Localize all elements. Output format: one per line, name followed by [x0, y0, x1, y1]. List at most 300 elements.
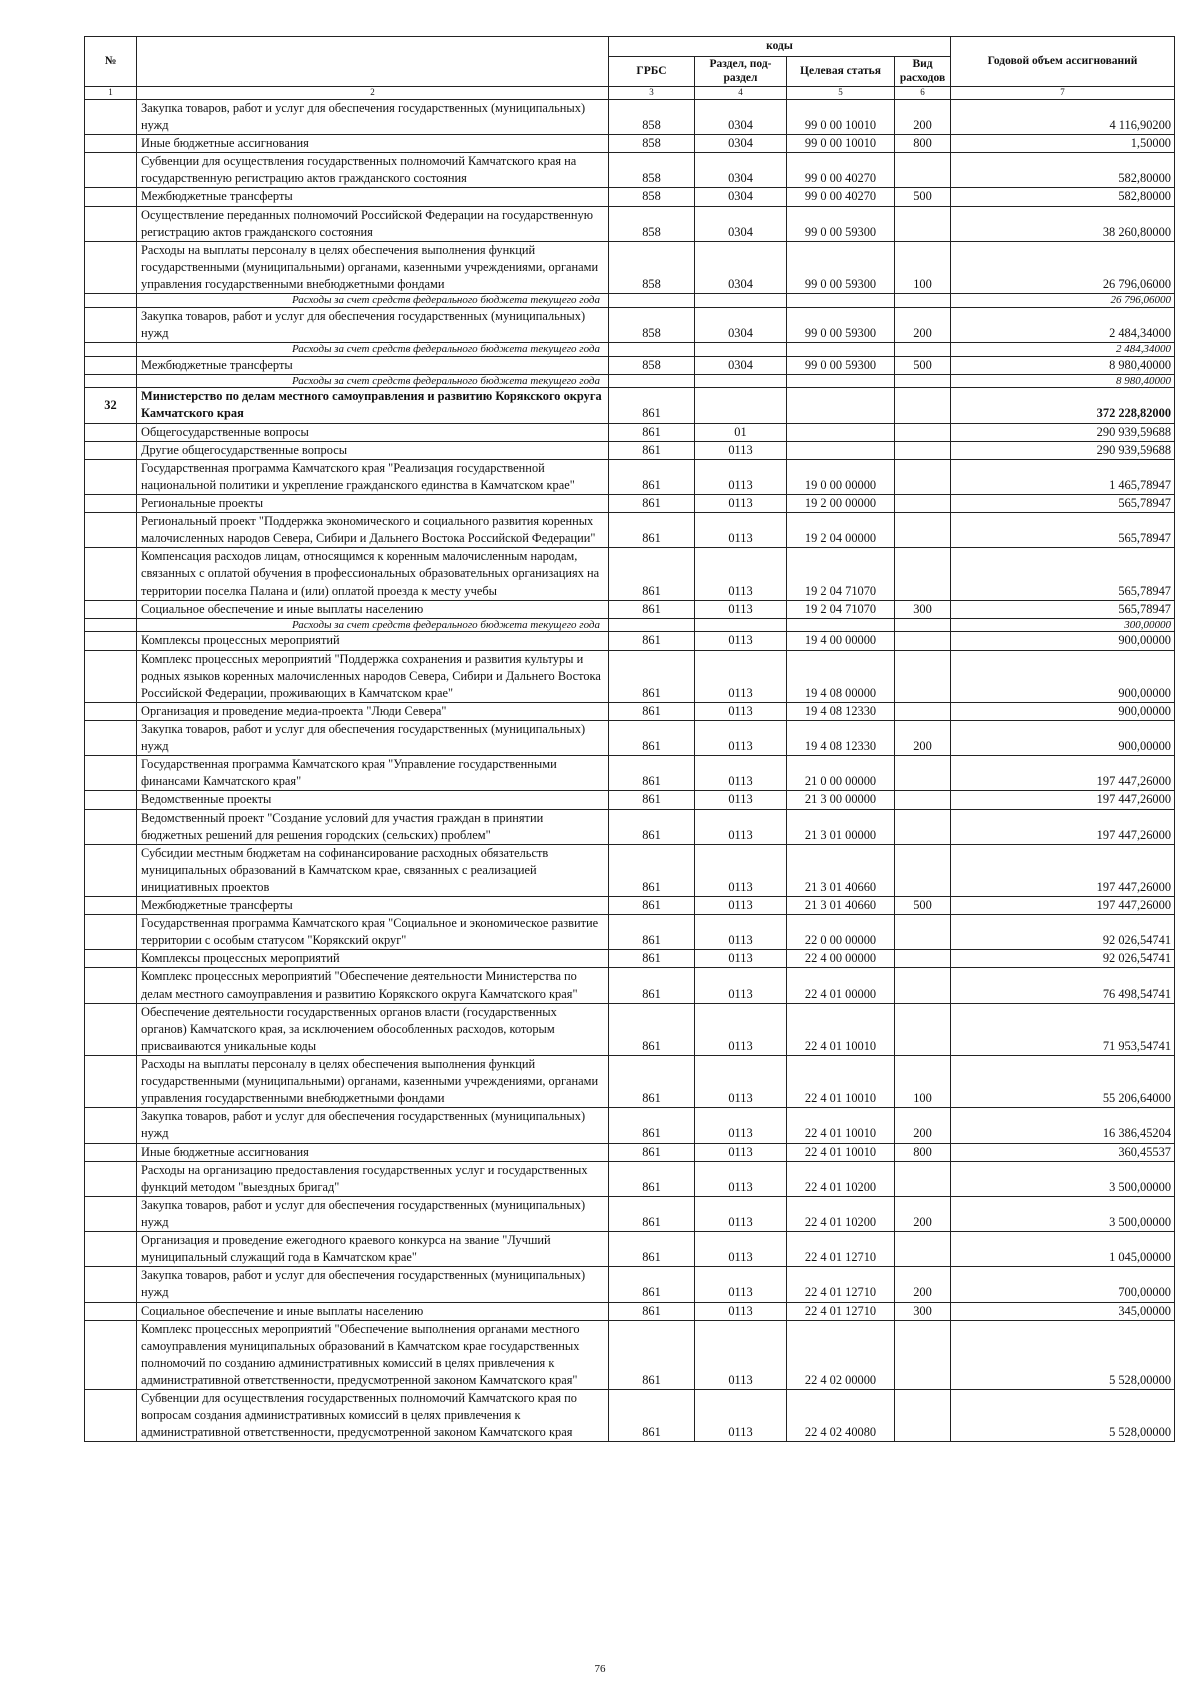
row-amount: 16 386,45204: [951, 1108, 1175, 1143]
row-number: [85, 294, 137, 308]
row-number: [85, 423, 137, 441]
table-row: [85, 1161, 1175, 1196]
federal-share-row: [85, 294, 1175, 308]
row-target-code: 19 2 04 00000: [787, 513, 895, 548]
row-amount: 5 528,00000: [951, 1390, 1175, 1442]
col-number: 7: [951, 87, 1175, 100]
row-name: Иные бюджетные ассигнования: [137, 135, 609, 153]
row-name: Государственная программа Камчатского края "Управление государственными финансами Камчатского края": [137, 756, 609, 791]
row-amount: 197 447,26000: [951, 809, 1175, 844]
row-target-code: 19 4 08 12330: [787, 720, 895, 755]
row-target-code: 22 4 01 10010: [787, 1056, 895, 1108]
row-expense-type: 100: [895, 1056, 951, 1108]
col-number: 5: [787, 87, 895, 100]
row-amount: 360,45537: [951, 1143, 1175, 1161]
header-annual: Годовой объем ассигнований: [951, 37, 1175, 87]
row-number: [85, 702, 137, 720]
col-number: 3: [609, 87, 695, 100]
row-expense-type: 200: [895, 1267, 951, 1302]
row-expense-type: [895, 206, 951, 241]
row-target-code: [787, 423, 895, 441]
row-name: Региональный проект "Поддержка экономического и социального развития коренных малочисленных народов Севера, Сибири и Дальнего Востока Российской Федерации": [137, 513, 609, 548]
table-row: [85, 600, 1175, 618]
row-section-code: 0113: [695, 1003, 787, 1055]
col-number: 4: [695, 87, 787, 100]
row-name: Общегосударственные вопросы: [137, 423, 609, 441]
row-name: Расходы за счет средств федерального бюджета текущего года: [137, 618, 609, 632]
row-name: Субвенции для осуществления государственных полномочий Камчатского края на государственную регистрацию актов гражданского состояния: [137, 153, 609, 188]
row-amount: 71 953,54741: [951, 1003, 1175, 1055]
row-expense-type: [895, 513, 951, 548]
row-expense-type: [895, 950, 951, 968]
row-section-code: 0304: [695, 356, 787, 374]
row-section-code: 0113: [695, 1196, 787, 1231]
row-grbs-code: 861: [609, 809, 695, 844]
row-number: [85, 1143, 137, 1161]
row-section-code: 01: [695, 423, 787, 441]
row-number: [85, 1056, 137, 1108]
row-grbs-code: 861: [609, 897, 695, 915]
row-number: [85, 809, 137, 844]
table-body: [85, 99, 1175, 1442]
row-target-code: 99 0 00 40270: [787, 153, 895, 188]
row-expense-type: [895, 915, 951, 950]
row-expense-type: 500: [895, 188, 951, 206]
row-amount: 345,00000: [951, 1302, 1175, 1320]
row-amount: 1 465,78947: [951, 459, 1175, 494]
row-name: Межбюджетные трансферты: [137, 356, 609, 374]
row-grbs-code: 861: [609, 950, 695, 968]
row-grbs-code: [609, 374, 695, 388]
row-amount: 900,00000: [951, 720, 1175, 755]
table-row: [85, 650, 1175, 702]
row-number: [85, 1320, 137, 1389]
table-row: [85, 495, 1175, 513]
row-number: [85, 720, 137, 755]
table-row: [85, 897, 1175, 915]
row-expense-type: [895, 791, 951, 809]
row-name: Межбюджетные трансферты: [137, 188, 609, 206]
row-expense-type: [895, 495, 951, 513]
row-grbs-code: 858: [609, 307, 695, 342]
row-section-code: [695, 618, 787, 632]
row-target-code: 21 0 00 00000: [787, 756, 895, 791]
row-amount: 8 980,40000: [951, 374, 1175, 388]
row-grbs-code: 861: [609, 756, 695, 791]
row-section-code: 0113: [695, 720, 787, 755]
row-amount: 26 796,06000: [951, 294, 1175, 308]
row-name: Закупка товаров, работ и услуг для обеспечения государственных (муниципальных) нужд: [137, 1267, 609, 1302]
row-section-code: [695, 342, 787, 356]
row-amount: 2 484,34000: [951, 307, 1175, 342]
row-target-code: 22 4 01 10010: [787, 1003, 895, 1055]
row-number: [85, 206, 137, 241]
row-grbs-code: 861: [609, 968, 695, 1003]
row-amount: 900,00000: [951, 632, 1175, 650]
row-section-code: 0113: [695, 600, 787, 618]
row-section-code: 0113: [695, 650, 787, 702]
budget-table: [84, 36, 1175, 1442]
row-target-code: 19 0 00 00000: [787, 459, 895, 494]
row-number: [85, 1267, 137, 1302]
row-section-code: 0304: [695, 153, 787, 188]
table-row: [85, 307, 1175, 342]
row-grbs-code: [609, 342, 695, 356]
row-name: Расходы за счет средств федерального бюджета текущего года: [137, 342, 609, 356]
row-section-code: 0113: [695, 897, 787, 915]
federal-share-row: [85, 374, 1175, 388]
row-grbs-code: 861: [609, 1267, 695, 1302]
row-name: Министерство по делам местного самоуправления и развитию Корякского округа Камчатского края: [137, 388, 609, 423]
row-grbs-code: 861: [609, 1108, 695, 1143]
row-name: Организация и проведение ежегодного краевого конкурса на звание "Лучший муниципальный служащий года в Камчатском крае": [137, 1232, 609, 1267]
row-number: 32: [85, 388, 137, 423]
row-amount: 197 447,26000: [951, 791, 1175, 809]
header-section: Раздел, под-раздел: [695, 57, 787, 87]
table-row: [85, 1232, 1175, 1267]
row-expense-type: [895, 294, 951, 308]
row-grbs-code: 861: [609, 1302, 695, 1320]
budget-table-sheet: [84, 36, 1174, 1442]
row-target-code: [787, 618, 895, 632]
row-section-code: 0113: [695, 702, 787, 720]
table-row: [85, 459, 1175, 494]
row-number: [85, 791, 137, 809]
row-grbs-code: [609, 618, 695, 632]
row-grbs-code: 858: [609, 188, 695, 206]
row-number: [85, 135, 137, 153]
row-amount: 3 500,00000: [951, 1196, 1175, 1231]
row-expense-type: 200: [895, 307, 951, 342]
row-grbs-code: 858: [609, 356, 695, 374]
row-name: Закупка товаров, работ и услуг для обеспечения государственных (муниципальных) нужд: [137, 1196, 609, 1231]
row-grbs-code: 861: [609, 1161, 695, 1196]
row-name: Комплексы процессных мероприятий: [137, 950, 609, 968]
row-amount: 582,80000: [951, 188, 1175, 206]
row-name: Социальное обеспечение и иные выплаты населению: [137, 1302, 609, 1320]
row-target-code: 22 4 01 10200: [787, 1161, 895, 1196]
row-number: [85, 153, 137, 188]
row-grbs-code: 861: [609, 600, 695, 618]
row-number: [85, 618, 137, 632]
row-expense-type: 200: [895, 720, 951, 755]
row-name: Расходы на выплаты персоналу в целях обеспечения выполнения функций государственными (муниципальными) органами, казенными учреждениями, органами управления государственными внебюджетными фондами: [137, 1056, 609, 1108]
col-number: 2: [137, 87, 609, 100]
row-number: [85, 99, 137, 134]
row-target-code: 22 4 01 10010: [787, 1108, 895, 1143]
row-grbs-code: 861: [609, 720, 695, 755]
row-number: [85, 374, 137, 388]
table-row: [85, 632, 1175, 650]
row-amount: 38 260,80000: [951, 206, 1175, 241]
row-section-code: 0304: [695, 206, 787, 241]
row-expense-type: 200: [895, 1196, 951, 1231]
row-amount: 1,50000: [951, 135, 1175, 153]
row-expense-type: 200: [895, 99, 951, 134]
row-target-code: 22 4 01 12710: [787, 1267, 895, 1302]
row-number: [85, 950, 137, 968]
row-section-code: 0113: [695, 1056, 787, 1108]
row-name: Государственная программа Камчатского края "Реализация государственной национальной политики и укрепление гражданского единства в Камчатском крае": [137, 459, 609, 494]
row-expense-type: [895, 548, 951, 600]
table-row: [85, 809, 1175, 844]
row-number: [85, 356, 137, 374]
row-amount: 565,78947: [951, 495, 1175, 513]
row-name: Расходы на выплаты персоналу в целях обеспечения выполнения функций государственными (муниципальными) органами, казенными учреждениями, органами управления государственными внебюджетными фондами: [137, 241, 609, 293]
row-amount: 900,00000: [951, 650, 1175, 702]
row-name: Региональные проекты: [137, 495, 609, 513]
row-number: [85, 441, 137, 459]
row-grbs-code: 861: [609, 1390, 695, 1442]
row-amount: 565,78947: [951, 513, 1175, 548]
row-amount: 76 498,54741: [951, 968, 1175, 1003]
row-name: Расходы за счет средств федерального бюджета текущего года: [137, 374, 609, 388]
table-row: [85, 915, 1175, 950]
row-amount: 92 026,54741: [951, 915, 1175, 950]
row-section-code: [695, 388, 787, 423]
row-target-code: [787, 294, 895, 308]
row-target-code: 21 3 01 40660: [787, 897, 895, 915]
row-section-code: 0113: [695, 632, 787, 650]
table-row: [85, 1108, 1175, 1143]
row-section-code: 0113: [695, 1302, 787, 1320]
row-expense-type: [895, 374, 951, 388]
row-target-code: 22 0 00 00000: [787, 915, 895, 950]
row-name: Обеспечение деятельности государственных органов власти (государственных органов) Камчатского края, за исключением обособленных расходов, которым присваиваются уникальные коды: [137, 1003, 609, 1055]
table-row: [85, 99, 1175, 134]
row-target-code: 19 2 00 00000: [787, 495, 895, 513]
row-name: Иные бюджетные ассигнования: [137, 1143, 609, 1161]
row-grbs-code: 861: [609, 1232, 695, 1267]
row-expense-type: [895, 702, 951, 720]
row-target-code: 99 0 00 59300: [787, 307, 895, 342]
row-grbs-code: 861: [609, 513, 695, 548]
table-row: [85, 968, 1175, 1003]
table-row: [85, 135, 1175, 153]
row-target-code: 99 0 00 10010: [787, 99, 895, 134]
row-grbs-code: 858: [609, 241, 695, 293]
row-target-code: 22 4 01 10200: [787, 1196, 895, 1231]
row-name: Закупка товаров, работ и услуг для обеспечения государственных (муниципальных) нужд: [137, 720, 609, 755]
row-expense-type: 500: [895, 897, 951, 915]
row-name: Осуществление переданных полномочий Российской Федерации на государственную регистрацию актов гражданского состояния: [137, 206, 609, 241]
table-row: [85, 702, 1175, 720]
row-expense-type: [895, 342, 951, 356]
row-number: [85, 307, 137, 342]
row-number: [85, 897, 137, 915]
row-grbs-code: 858: [609, 99, 695, 134]
row-name: Комплекс процессных мероприятий "Обеспечение выполнения органами местного самоуправления муниципальных образований в Камчатском крае государственных полномочий по созданию административных комиссий в целях привлечения к административной ответственности, предусмотренной законом Камчатского края": [137, 1320, 609, 1389]
row-grbs-code: 861: [609, 459, 695, 494]
row-amount: 26 796,06000: [951, 241, 1175, 293]
row-target-code: 22 4 01 12710: [787, 1302, 895, 1320]
row-number: [85, 459, 137, 494]
row-grbs-code: 861: [609, 791, 695, 809]
row-amount: 290 939,59688: [951, 423, 1175, 441]
table-row: [85, 423, 1175, 441]
row-number: [85, 241, 137, 293]
row-number: [85, 632, 137, 650]
header-codes: коды: [609, 37, 951, 57]
row-target-code: 21 3 00 00000: [787, 791, 895, 809]
row-target-code: 99 0 00 59300: [787, 206, 895, 241]
row-name: Ведомственные проекты: [137, 791, 609, 809]
row-name: Комплекс процессных мероприятий "Обеспечение деятельности Министерства по делам местного самоуправления и развитию Корякского округа Камчатского края": [137, 968, 609, 1003]
row-section-code: 0304: [695, 307, 787, 342]
row-grbs-code: 858: [609, 135, 695, 153]
row-target-code: 22 4 02 40080: [787, 1390, 895, 1442]
row-amount: 8 980,40000: [951, 356, 1175, 374]
row-expense-type: 800: [895, 135, 951, 153]
row-amount: 565,78947: [951, 548, 1175, 600]
row-section-code: 0304: [695, 188, 787, 206]
row-number: [85, 1232, 137, 1267]
table-row: [85, 206, 1175, 241]
row-amount: 290 939,59688: [951, 441, 1175, 459]
table-row: [85, 844, 1175, 896]
row-target-code: 19 4 08 00000: [787, 650, 895, 702]
page-number: 76: [594, 1663, 606, 1675]
row-expense-type: 300: [895, 600, 951, 618]
federal-share-row: [85, 342, 1175, 356]
row-name: Субвенции для осуществления государственных полномочий Камчатского края по вопросам создания административных комиссий в целях привлечения к административной ответственности, предусмотренной законом Камчатского края: [137, 1390, 609, 1442]
row-section-code: 0113: [695, 1267, 787, 1302]
row-target-code: 99 0 00 10010: [787, 135, 895, 153]
row-number: [85, 915, 137, 950]
row-expense-type: [895, 1161, 951, 1196]
row-name: Организация и проведение медиа-проекта "Люди Севера": [137, 702, 609, 720]
row-expense-type: [895, 1390, 951, 1442]
table-row: [85, 153, 1175, 188]
row-number: [85, 968, 137, 1003]
table-row: [85, 1320, 1175, 1389]
row-grbs-code: 861: [609, 548, 695, 600]
row-amount: 92 026,54741: [951, 950, 1175, 968]
row-section-code: 0304: [695, 99, 787, 134]
row-name: Расходы на организацию предоставления государственных услуг и государственных функций методом "выездных бригад": [137, 1161, 609, 1196]
table-row: [85, 388, 1175, 423]
row-expense-type: 300: [895, 1302, 951, 1320]
row-target-code: 22 4 02 00000: [787, 1320, 895, 1389]
row-amount: 3 500,00000: [951, 1161, 1175, 1196]
row-section-code: 0113: [695, 1232, 787, 1267]
table-row: [85, 548, 1175, 600]
row-name: Субсидии местным бюджетам на софинансирование расходных обязательств муниципальных образований в Камчатском крае, связанных с реализацией инициативных проектов: [137, 844, 609, 896]
row-expense-type: [895, 1320, 951, 1389]
row-name: Межбюджетные трансферты: [137, 897, 609, 915]
row-expense-type: [895, 968, 951, 1003]
header-grbs: ГРБС: [609, 57, 695, 87]
row-number: [85, 1390, 137, 1442]
row-target-code: 19 2 04 71070: [787, 548, 895, 600]
row-target-code: 22 4 01 12710: [787, 1232, 895, 1267]
row-amount: 197 447,26000: [951, 756, 1175, 791]
row-name: Компенсация расходов лицам, относящимся к коренным малочисленным народам, связанных с оплатой обучения в профессиональных образовательных организациях на территории поселка Палана и (или) оплатой проезда к месту учебы: [137, 548, 609, 600]
row-section-code: 0113: [695, 756, 787, 791]
row-target-code: 99 0 00 40270: [787, 188, 895, 206]
row-target-code: 22 4 01 00000: [787, 968, 895, 1003]
row-name: Закупка товаров, работ и услуг для обеспечения государственных (муниципальных) нужд: [137, 307, 609, 342]
row-name: Государственная программа Камчатского края "Социальное и экономическое развитие территории с особым статусом "Корякский округ": [137, 915, 609, 950]
row-section-code: 0113: [695, 441, 787, 459]
row-number: [85, 495, 137, 513]
row-target-code: 19 4 08 12330: [787, 702, 895, 720]
row-number: [85, 188, 137, 206]
row-grbs-code: 858: [609, 153, 695, 188]
row-section-code: 0113: [695, 1161, 787, 1196]
row-section-code: 0304: [695, 135, 787, 153]
header-vid: Вид расходов: [895, 57, 951, 87]
row-section-code: 0113: [695, 950, 787, 968]
row-number: [85, 600, 137, 618]
table-row: [85, 356, 1175, 374]
row-number: [85, 756, 137, 791]
row-grbs-code: 861: [609, 441, 695, 459]
row-amount: 900,00000: [951, 702, 1175, 720]
row-amount: 582,80000: [951, 153, 1175, 188]
row-section-code: 0113: [695, 968, 787, 1003]
row-grbs-code: 861: [609, 844, 695, 896]
table-row: [85, 1196, 1175, 1231]
row-section-code: 0304: [695, 241, 787, 293]
row-expense-type: 800: [895, 1143, 951, 1161]
row-number: [85, 342, 137, 356]
row-amount: 5 528,00000: [951, 1320, 1175, 1389]
row-grbs-code: 861: [609, 632, 695, 650]
row-expense-type: [895, 441, 951, 459]
row-grbs-code: 858: [609, 206, 695, 241]
row-grbs-code: 861: [609, 423, 695, 441]
row-grbs-code: 861: [609, 1320, 695, 1389]
table-row: [85, 791, 1175, 809]
row-expense-type: [895, 459, 951, 494]
row-number: [85, 1161, 137, 1196]
column-numbers-row: [85, 87, 1175, 100]
table-row: [85, 513, 1175, 548]
row-number: [85, 650, 137, 702]
row-name: Комплекс процессных мероприятий "Поддержка сохранения и развития культуры и родных языков коренных малочисленных народов Севера, Сибири и Дальнего Востока Российской Федерации, проживающих в Камчатском крае": [137, 650, 609, 702]
row-amount: 4 116,90200: [951, 99, 1175, 134]
row-grbs-code: 861: [609, 388, 695, 423]
row-grbs-code: [609, 294, 695, 308]
table-row: [85, 1143, 1175, 1161]
row-grbs-code: 861: [609, 1196, 695, 1231]
row-expense-type: [895, 844, 951, 896]
row-target-code: 19 2 04 71070: [787, 600, 895, 618]
row-expense-type: [895, 618, 951, 632]
table-row: [85, 950, 1175, 968]
row-grbs-code: 861: [609, 915, 695, 950]
row-expense-type: [895, 423, 951, 441]
table-row: [85, 1003, 1175, 1055]
row-section-code: 0113: [695, 1390, 787, 1442]
row-target-code: 21 3 01 00000: [787, 809, 895, 844]
row-grbs-code: 861: [609, 1143, 695, 1161]
row-target-code: [787, 441, 895, 459]
row-amount: 2 484,34000: [951, 342, 1175, 356]
row-number: [85, 844, 137, 896]
row-amount: 55 206,64000: [951, 1056, 1175, 1108]
row-target-code: [787, 388, 895, 423]
row-section-code: 0113: [695, 915, 787, 950]
row-section-code: 0113: [695, 548, 787, 600]
table-row: [85, 1390, 1175, 1442]
row-target-code: 22 4 01 10010: [787, 1143, 895, 1161]
row-section-code: 0113: [695, 1108, 787, 1143]
row-number: [85, 513, 137, 548]
row-target-code: 19 4 00 00000: [787, 632, 895, 650]
row-number: [85, 1108, 137, 1143]
